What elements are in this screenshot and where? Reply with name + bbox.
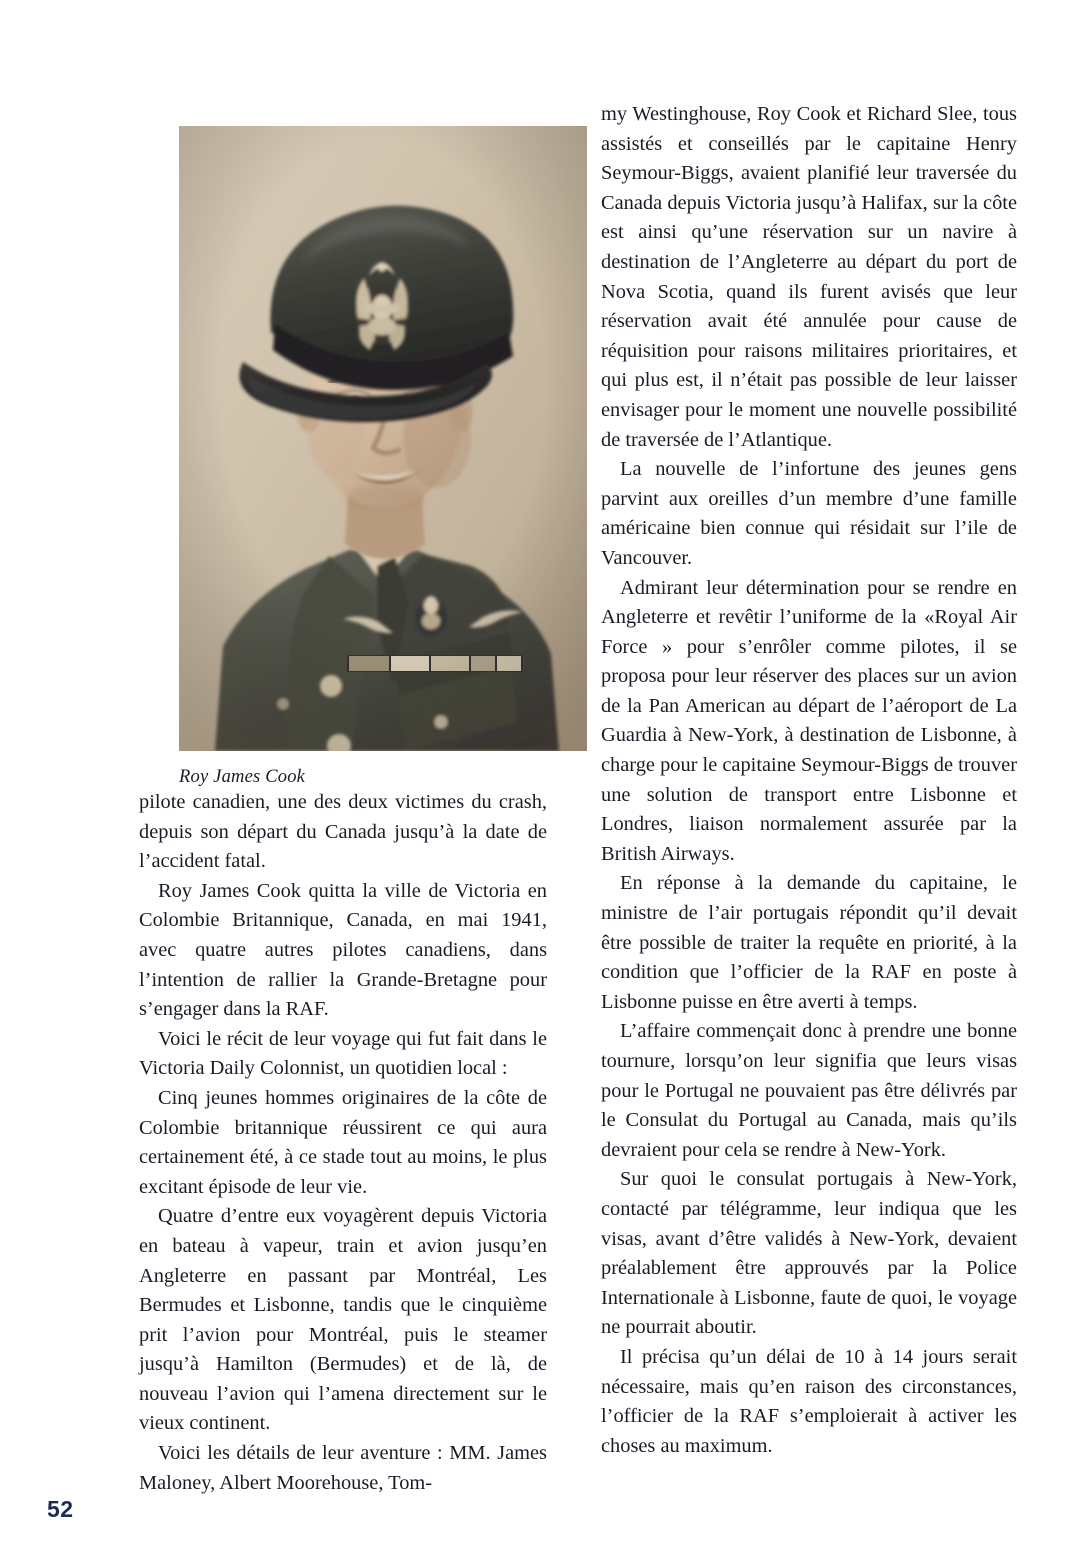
right-column-paragraph: Sur quoi le consulat portugais à New-York, contacté par télégramme, leur indiqua que les visas, avant d’être validés à New-York, devaient préalablement être approuvés par la Police Internationale à Lisbonne, faute de quoi, le voyage ne pourrait aboutir. bbox=[601, 1168, 1017, 1339]
right-column-paragraph: En réponse à la demande du capitaine, le ministre de l’air portugais répondit qu’il devait être possible de traiter la requête en priorité, à la condition que l’officier de la RAF en poste à Lisbonne puisse en être averti à temps. bbox=[601, 872, 1017, 1013]
right-column-paragraph: L’affaire commençait donc à prendre une bonne tournure, lorsqu’on leur signifia que leurs visas pour le Portugal ne pouvaient pas être délivrés par le Consulat du Portugal au Canada, mais qu’ils devraient pour cela se rendre à New-York. bbox=[601, 1020, 1017, 1161]
right-column-paragraph: La nouvelle de l’infortune des jeunes gens parvint aux oreilles d’un membre d’une famille américaine bien connue qui résidait sur l’ile de Vancouver. bbox=[601, 458, 1017, 569]
left-column-paragraph: pilote canadien, une des deux victimes du crash, depuis son départ du Canada jusqu’à la date de l’accident fatal. bbox=[139, 791, 547, 873]
right-column-paragraph: Il précisa qu’un délai de 10 à 14 jours serait nécessaire, mais qu’en raison des circonstances, l’officier de la RAF s’emploierait à activer les choses au maximum. bbox=[601, 1345, 1017, 1457]
body-text-left-column bbox=[139, 788, 547, 1498]
right-column-paragraph: Admirant leur détermination pour se rendre en Angleterre et revêtir l’uniforme de la «Royal Air Force » pour s’enrôler comme pilotes, il se proposa pour leur réserver des places sur un avion de la Pan American au départ de l’aéroport de La Guardia à New-York, à destination de Lisbonne, à charge pour le capitaine Seymour-Biggs de trouver une solution de transport entre Lisbonne et Londres, liaison normalement assurée par la British Airways. bbox=[601, 576, 1017, 865]
page-number: 52 bbox=[47, 1496, 74, 1522]
body-text-right-column bbox=[601, 100, 1017, 1461]
left-column-paragraph: Roy James Cook quitta la ville de Victoria en Colombie Britannique, Canada, en mai 1941, avec quatre autres pilotes canadiens, dans l’intention de rallier la Grande-Bretagne pour s’engager dans la RAF. bbox=[139, 879, 547, 1021]
portrait-photograph-image bbox=[179, 126, 587, 751]
left-column-paragraph: Voici le récit de leur voyage qui fut fait dans le Victoria Daily Colonnist, un quotidien local : bbox=[139, 1027, 547, 1080]
right-column-paragraph: my Westinghouse, Roy Cook et Richard Slee, tous assistés et conseillés par le capitaine Henry Seymour-Biggs, avaient planifié leur traversée du Canada depuis Victoria jusqu’à Halifax, sur la côte est ainsi qu’une réservation sur un navire à destination de l’Angleterre au départ du port de Nova Scotia, quand ils furent avisés que leur réservation avait été annulée pour cause de réquisition pour raisons militaires prioritaires, et qui plus est, il n’était pas possible de leur laisser envisager pour le moment une nouvelle possibilité de traversée de l’Atlantique. bbox=[601, 103, 1017, 451]
figure-caption: Roy James Cook bbox=[179, 767, 306, 787]
figure-roy-james-cook bbox=[179, 126, 587, 789]
portrait-photograph bbox=[179, 126, 587, 751]
left-column-paragraph: Quatre d’entre eux voyagèrent depuis Victoria en bateau à vapeur, train et avion jusqu’en Angleterre en passant par Montréal, Les Bermudes et Lisbonne, tandis que le cinquième prit l’avion pour Montréal, puis le steamer jusqu’à Hamilton (Bermudes) et de là, de nouveau l’avion qui l’amena directement sur le vieux continent. bbox=[139, 1205, 547, 1435]
left-column-paragraph: Cinq jeunes hommes originaires de la côte de Colombie britannique réussirent ce qui aura certainement été, à ce stade tout au moins, le plus excitant épisode de leur vie. bbox=[139, 1086, 547, 1198]
left-column-paragraph: Voici les détails de leur aventure : MM. James Maloney, Albert Moorehouse, Tom- bbox=[139, 1442, 547, 1494]
